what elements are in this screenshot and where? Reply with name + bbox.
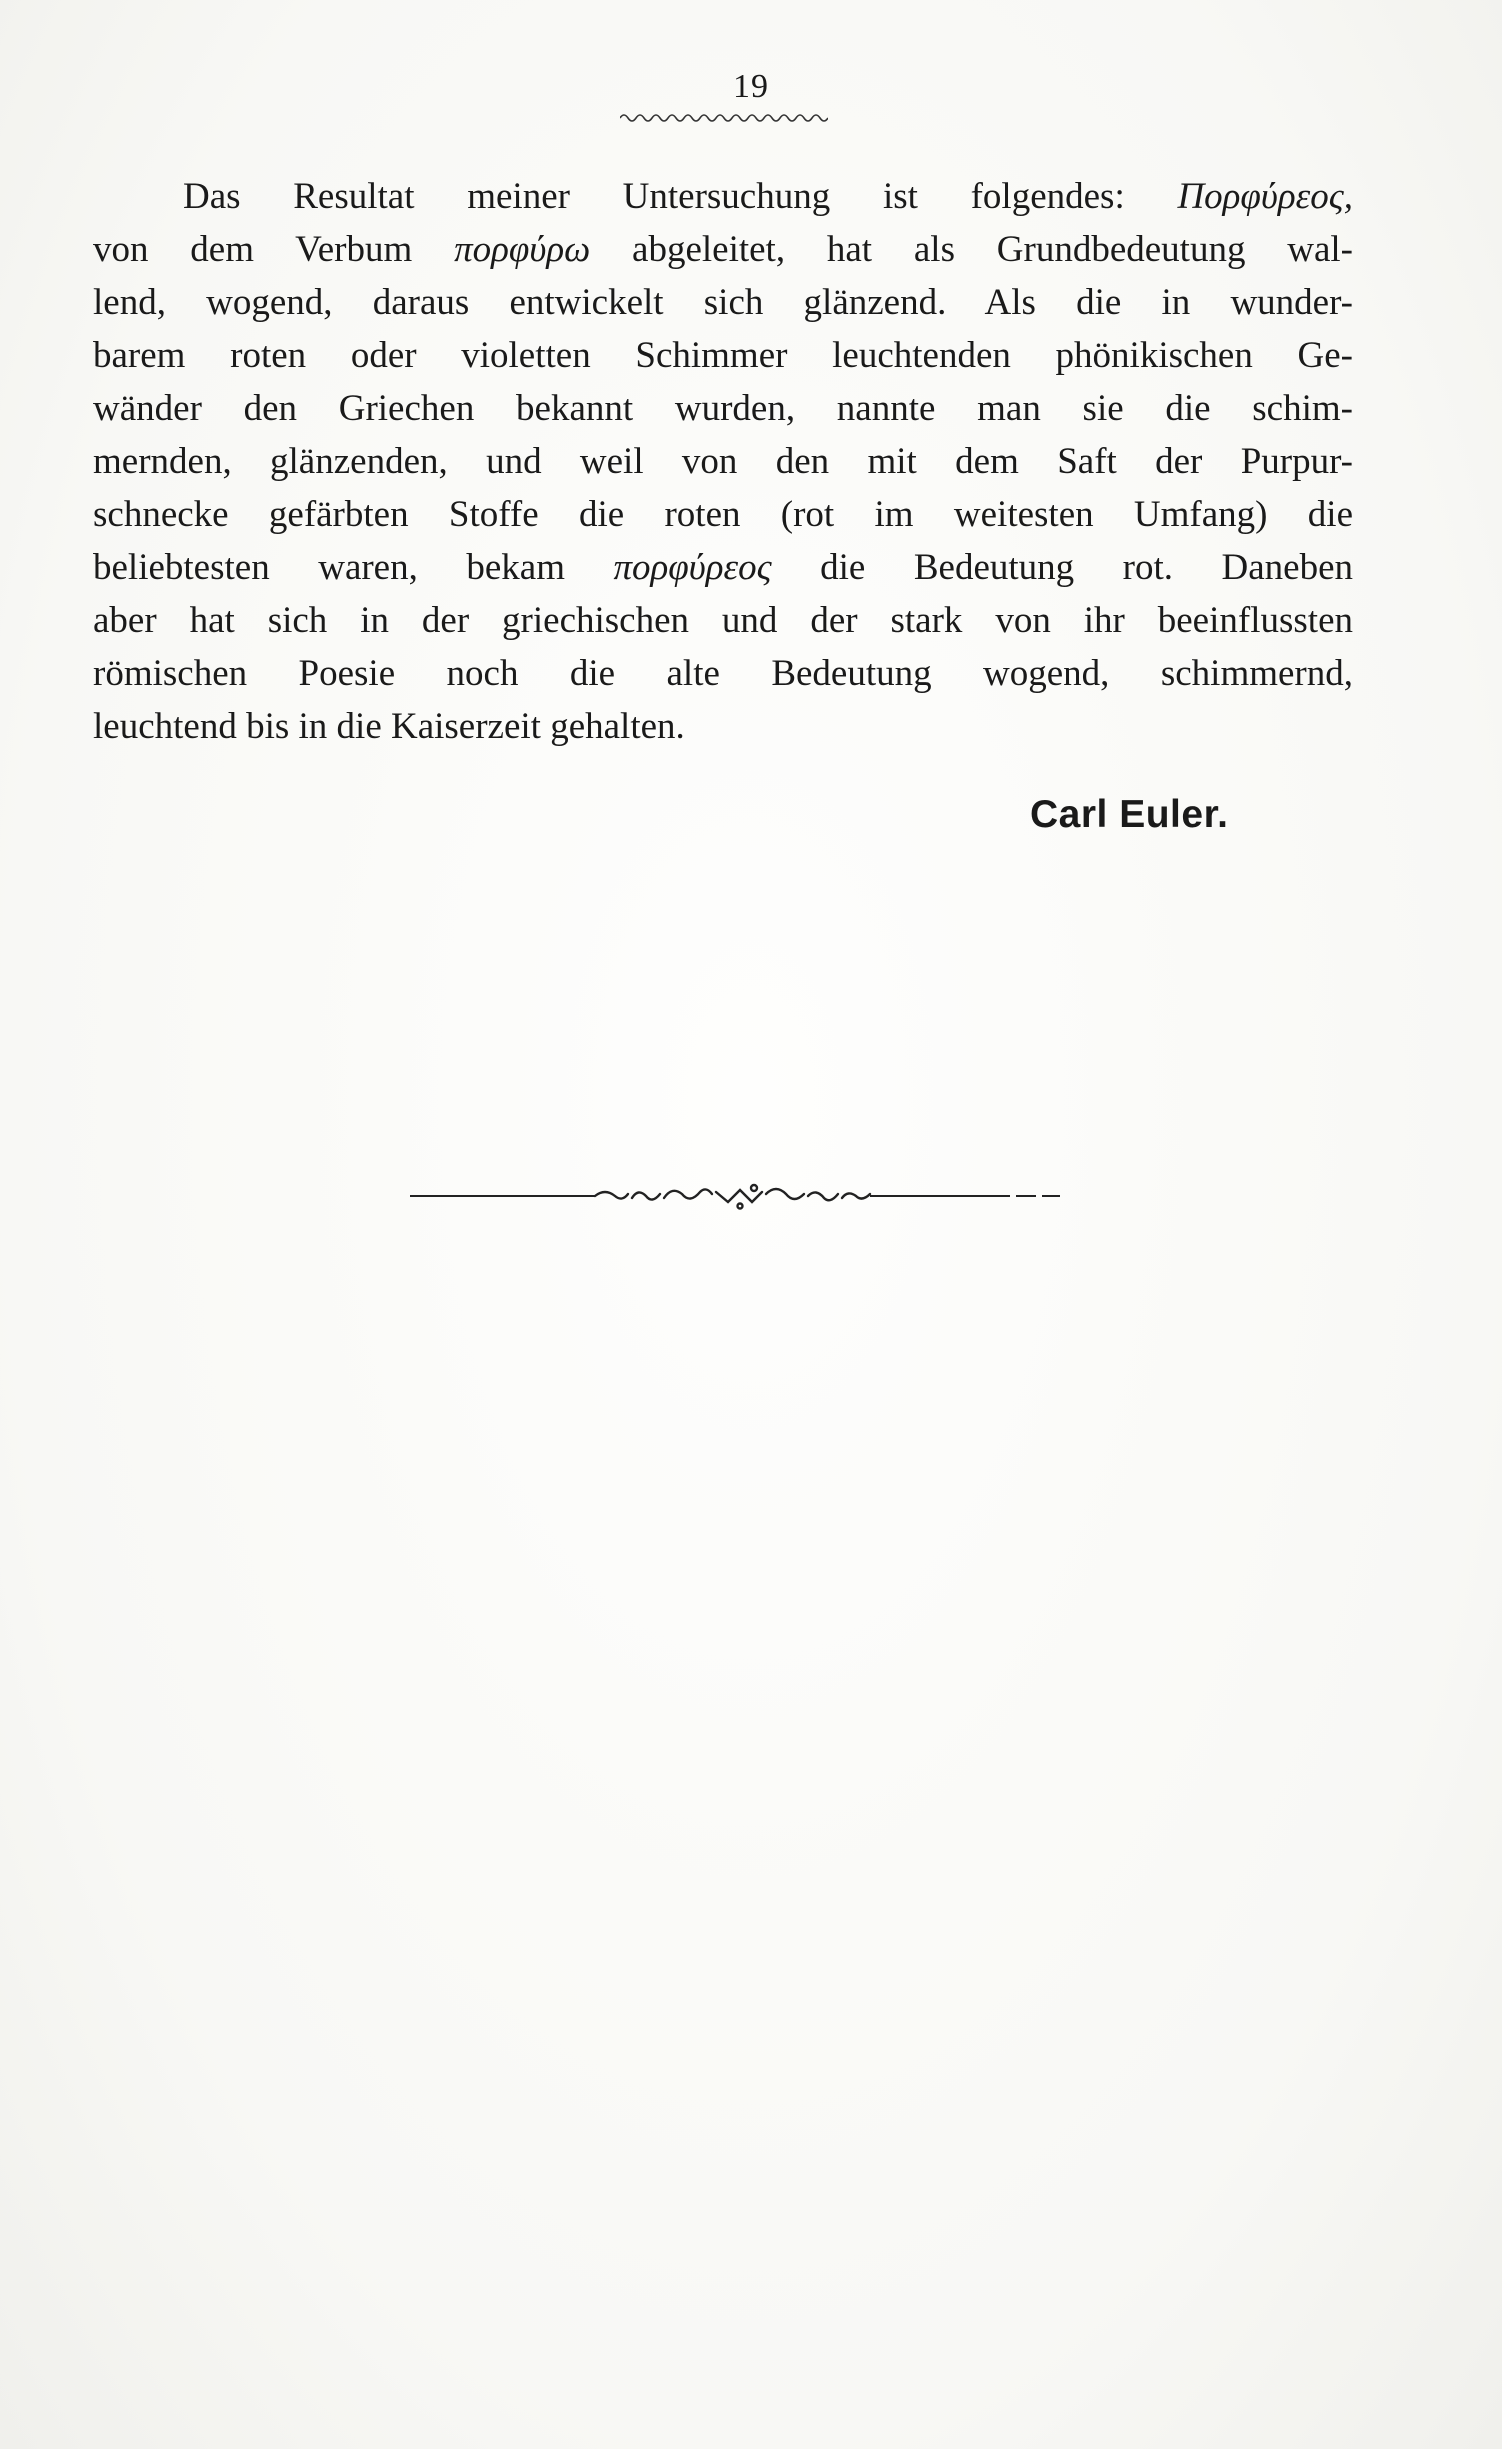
page-number-wavy-rule — [620, 112, 828, 124]
text-line: leuchtend bis in die Kaiserzeit gehalten. — [93, 706, 685, 747]
text-line: aber hat sich in der griechischen und der stark von ihr beeinflussten — [93, 600, 1353, 641]
body-paragraph — [93, 170, 1353, 753]
author-signature: Carl Euler. — [1030, 793, 1229, 836]
text-line: schnecke gefärbten Stoffe die roten (rot im weitesten Umfang) die — [93, 494, 1353, 535]
text-line: barem roten oder violetten Schimmer leuchtenden phönikischen Ge- — [93, 335, 1353, 376]
page-number: 19 — [733, 68, 769, 105]
text-line: mernden, glänzenden, und weil von den mit dem Saft der Purpur- — [93, 441, 1353, 482]
text-line: lend, wogend, daraus entwickelt sich glänzend. Als die in wunder- — [93, 282, 1353, 323]
decorative-divider-ornament — [410, 1178, 1060, 1214]
text-line: Das Resultat meiner Untersuchung ist folgendes: Πορφύρεος, — [183, 176, 1353, 217]
text-line: wänder den Griechen bekannt wurden, nannte man sie die schim- — [93, 388, 1353, 429]
text-line: von dem Verbum πορφύρω abgeleitet, hat als Grundbedeutung wal- — [93, 229, 1353, 270]
text-line: römischen Poesie noch die alte Bedeutung wogend, schimmernd, — [93, 653, 1353, 694]
text-line: beliebtesten waren, bekam πορφύρεος die Bedeutung rot. Daneben — [93, 547, 1354, 588]
